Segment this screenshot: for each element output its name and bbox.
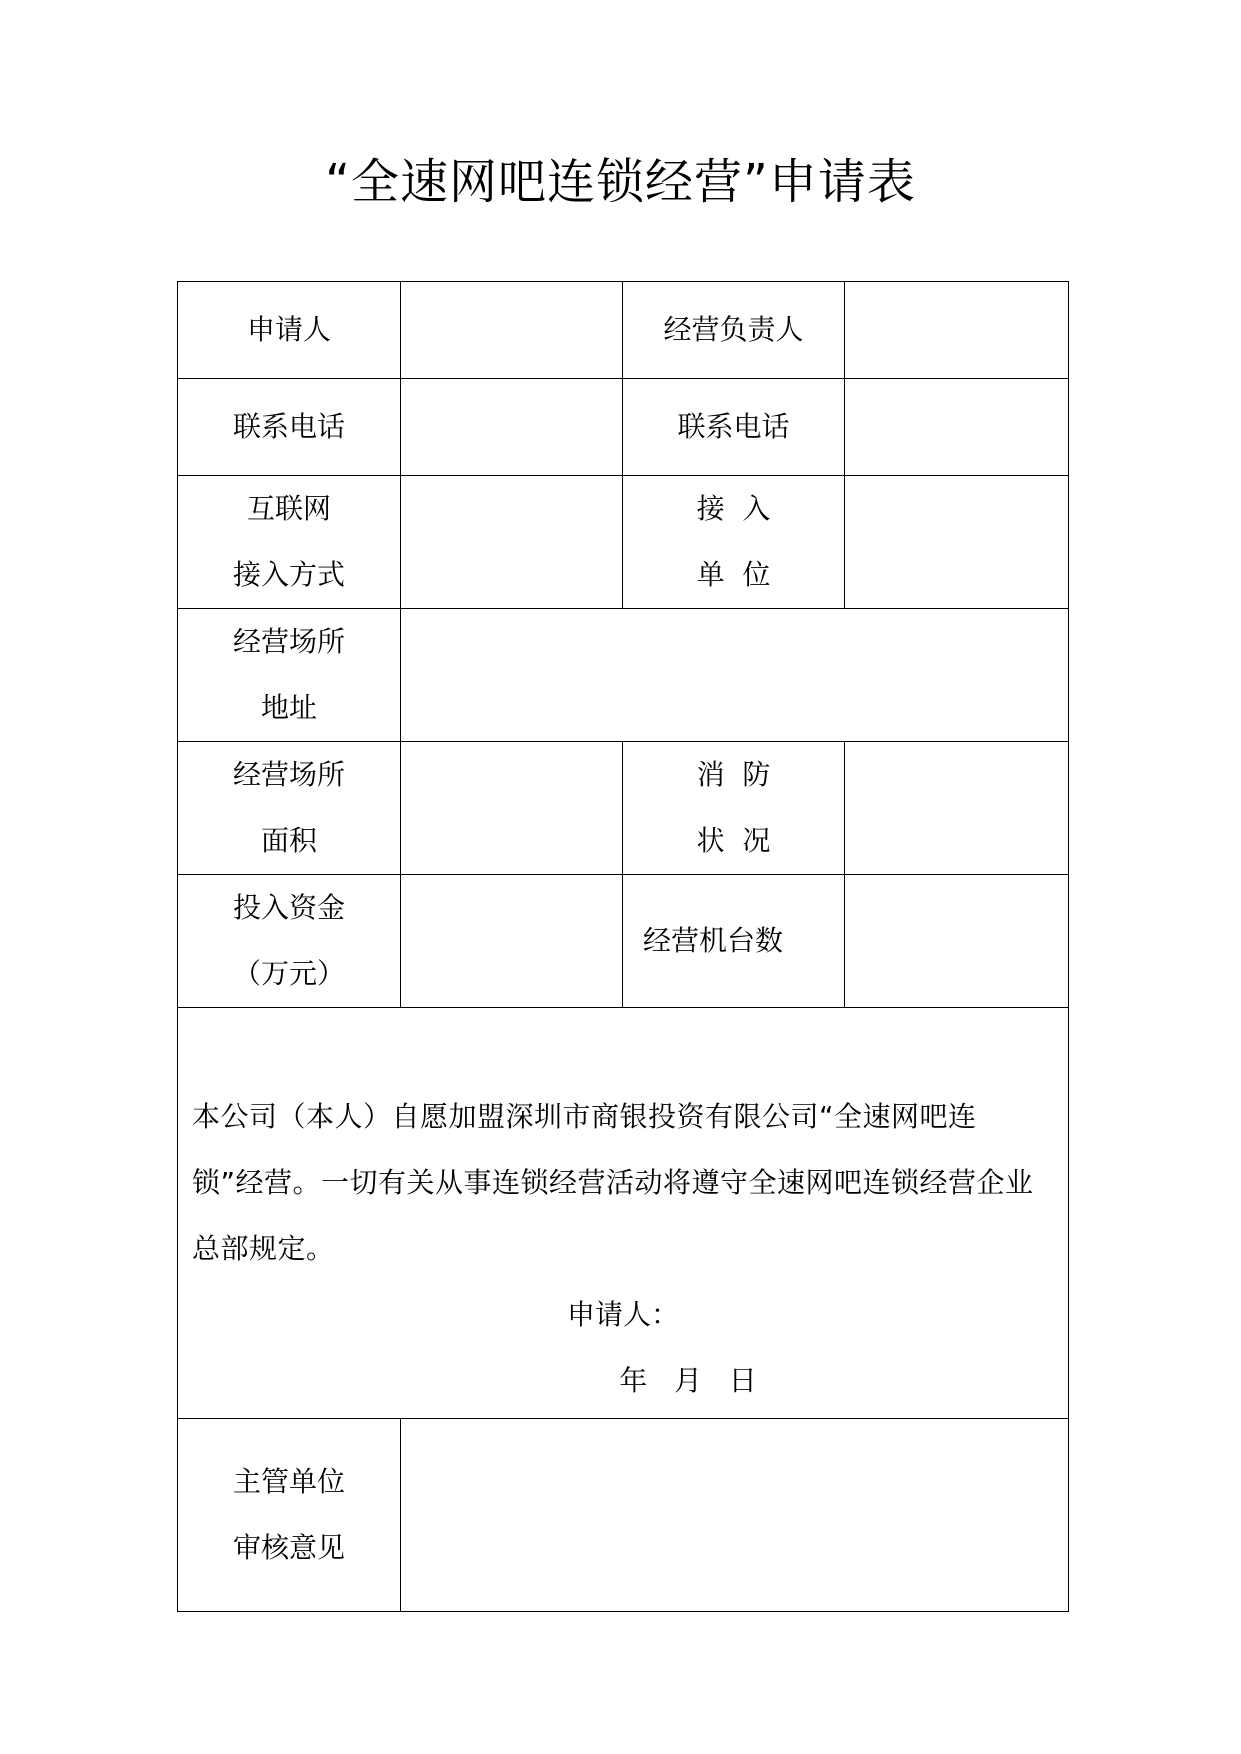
venue-address-label-line2: 地址 xyxy=(260,691,317,724)
review-opinion-field[interactable] xyxy=(401,1419,1069,1612)
venue-address-label-line1: 经营场所 xyxy=(232,625,345,658)
applicant-phone-field[interactable] xyxy=(401,379,623,476)
venue-area-row xyxy=(178,742,1069,875)
access-unit-label-line2: 单 位 xyxy=(696,558,771,591)
internet-access-label-line2: 接入方式 xyxy=(232,558,345,591)
machine-count-label-cell xyxy=(623,875,845,1008)
phone-label-right: 联系电话 xyxy=(677,410,790,443)
declaration-row xyxy=(178,1008,1069,1419)
declaration-date-label: 年 月 日 xyxy=(619,1364,757,1397)
investment-label-line2: （万元） xyxy=(232,957,345,990)
manager-phone-field[interactable] xyxy=(845,379,1069,476)
review-row xyxy=(178,1419,1069,1612)
internet-access-row xyxy=(178,476,1069,609)
access-unit-label-line1: 接 入 xyxy=(696,492,771,525)
applicant-value-field[interactable] xyxy=(401,282,623,379)
investment-field[interactable] xyxy=(401,875,623,1008)
access-unit-label-cell xyxy=(623,476,845,609)
fire-status-label-cell xyxy=(623,742,845,875)
fire-status-field[interactable] xyxy=(845,742,1069,875)
venue-address-field[interactable] xyxy=(401,609,1069,742)
venue-address-label-cell xyxy=(178,609,401,742)
declaration-signature-label: 申请人： xyxy=(566,1298,679,1331)
review-label-cell xyxy=(178,1419,401,1612)
manager-label: 经营负责人 xyxy=(663,313,804,346)
manager-value-field[interactable] xyxy=(845,282,1069,379)
declaration-cell xyxy=(178,1008,1069,1419)
investment-label-line1: 投入资金 xyxy=(232,891,345,924)
applicant-row xyxy=(178,282,1069,379)
machine-count-label: 经营机台数 xyxy=(643,924,784,957)
phone-label-left-cell xyxy=(178,379,401,476)
fire-status-label-line1: 消 防 xyxy=(696,758,771,791)
manager-label-cell xyxy=(623,282,845,379)
venue-area-label-line1: 经营场所 xyxy=(232,758,345,791)
fire-status-label-line2: 状 况 xyxy=(696,824,771,857)
machine-count-field[interactable] xyxy=(845,875,1069,1008)
application-form-table xyxy=(177,281,1069,1612)
venue-area-field[interactable] xyxy=(401,742,623,875)
declaration-text: 本公司（本人）自愿加盟深圳市商银投资有限公司“全速网吧连锁”经营。一切有关从事连锁经营活动将遵守全速网吧连锁经营企业总部规定。 xyxy=(192,1100,1034,1265)
review-label-line2: 审核意见 xyxy=(232,1531,345,1564)
phone-row xyxy=(178,379,1069,476)
review-label-line1: 主管单位 xyxy=(232,1465,345,1498)
phone-label-right-cell xyxy=(623,379,845,476)
page-title: “全速网吧连锁经营”申请表 xyxy=(325,154,916,210)
internet-access-label-line1: 互联网 xyxy=(246,492,331,525)
internet-access-field[interactable] xyxy=(401,476,623,609)
phone-label-left: 联系电话 xyxy=(232,410,345,443)
investment-label-cell xyxy=(178,875,401,1008)
venue-area-label-cell xyxy=(178,742,401,875)
applicant-label-cell xyxy=(178,282,401,379)
venue-area-label-line2: 面积 xyxy=(260,824,317,857)
applicant-label: 申请人 xyxy=(246,313,331,346)
access-unit-field[interactable] xyxy=(845,476,1069,609)
investment-row xyxy=(178,875,1069,1008)
venue-address-row xyxy=(178,609,1069,742)
internet-access-label-cell xyxy=(178,476,401,609)
